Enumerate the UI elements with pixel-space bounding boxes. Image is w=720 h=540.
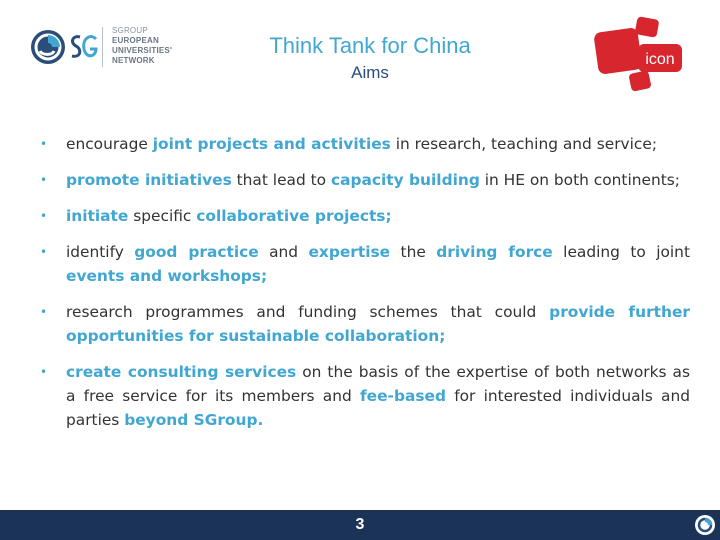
aim-item [40,240,690,288]
icon-logo [594,16,686,94]
highlight-text: events and workshops; [66,267,268,285]
aim-item [40,204,690,228]
aims-list [40,132,690,444]
sgroup-logo-icon [30,29,66,65]
sg-letters-icon [68,29,98,65]
logo-line: NETWORK [112,56,155,65]
highlight-text: good practice [134,243,259,261]
body-text: the [390,243,437,261]
body-text: encourage [66,135,153,153]
highlight-text: beyond SGroup. [124,411,264,429]
page-title: Think Tank for China [269,33,471,58]
highlight-text: create consulting services [66,363,297,381]
highlight-text: joint projects and activities [152,135,391,153]
body-text: in research, teaching and service; [390,135,658,153]
highlight-text: expertise [308,243,391,261]
icon-logo-text: icon [645,51,675,68]
bullet-dot-icon: • [40,137,48,151]
bullet-dot-icon: • [40,365,48,379]
sgroup-logo-text [112,26,182,66]
page-subtitle: Aims [351,63,389,82]
highlight-text: promote initiatives [66,171,232,189]
body-text: and [258,243,309,261]
logo-divider [102,27,103,67]
bullet-dot-icon: • [40,245,48,259]
bullet-dot-icon: • [40,305,48,319]
body-text: on the basis of the expertise of both networks as a free service for its members and [66,363,691,405]
body-text: that lead to [231,171,331,189]
logo-line: SGROUP [112,26,148,35]
highlight-text: driving force [436,243,553,261]
body-text: for interested individuals and parties [66,387,690,429]
body-text: specific [128,207,197,225]
highlight-text: capacity building [330,171,480,189]
body-text: identify [66,243,135,261]
highlight-text: provide further opportunities for sustainable collaboration; [66,303,691,345]
body-text: research programmes and funding schemes that could [66,303,550,321]
aim-item [40,132,690,156]
aim-item [40,300,690,348]
logo-line: UNIVERSITIES' [112,46,173,55]
highlight-text: fee-based [359,387,446,405]
page-number: 3 [355,516,365,533]
highlight-text: collaborative projects; [196,207,392,225]
aim-item [40,168,690,192]
body-text: leading to joint [552,243,690,261]
body-text: in HE on both continents; [479,171,680,189]
sgroup-logo [30,26,173,70]
aim-item [40,360,690,432]
bullet-dot-icon: • [40,209,48,223]
bullet-dot-icon: • [40,173,48,187]
highlight-text: initiate [66,207,129,225]
sgroup-footer-logo-icon [694,514,716,536]
footer-bar [0,510,720,540]
logo-line: EUROPEAN [112,36,159,45]
